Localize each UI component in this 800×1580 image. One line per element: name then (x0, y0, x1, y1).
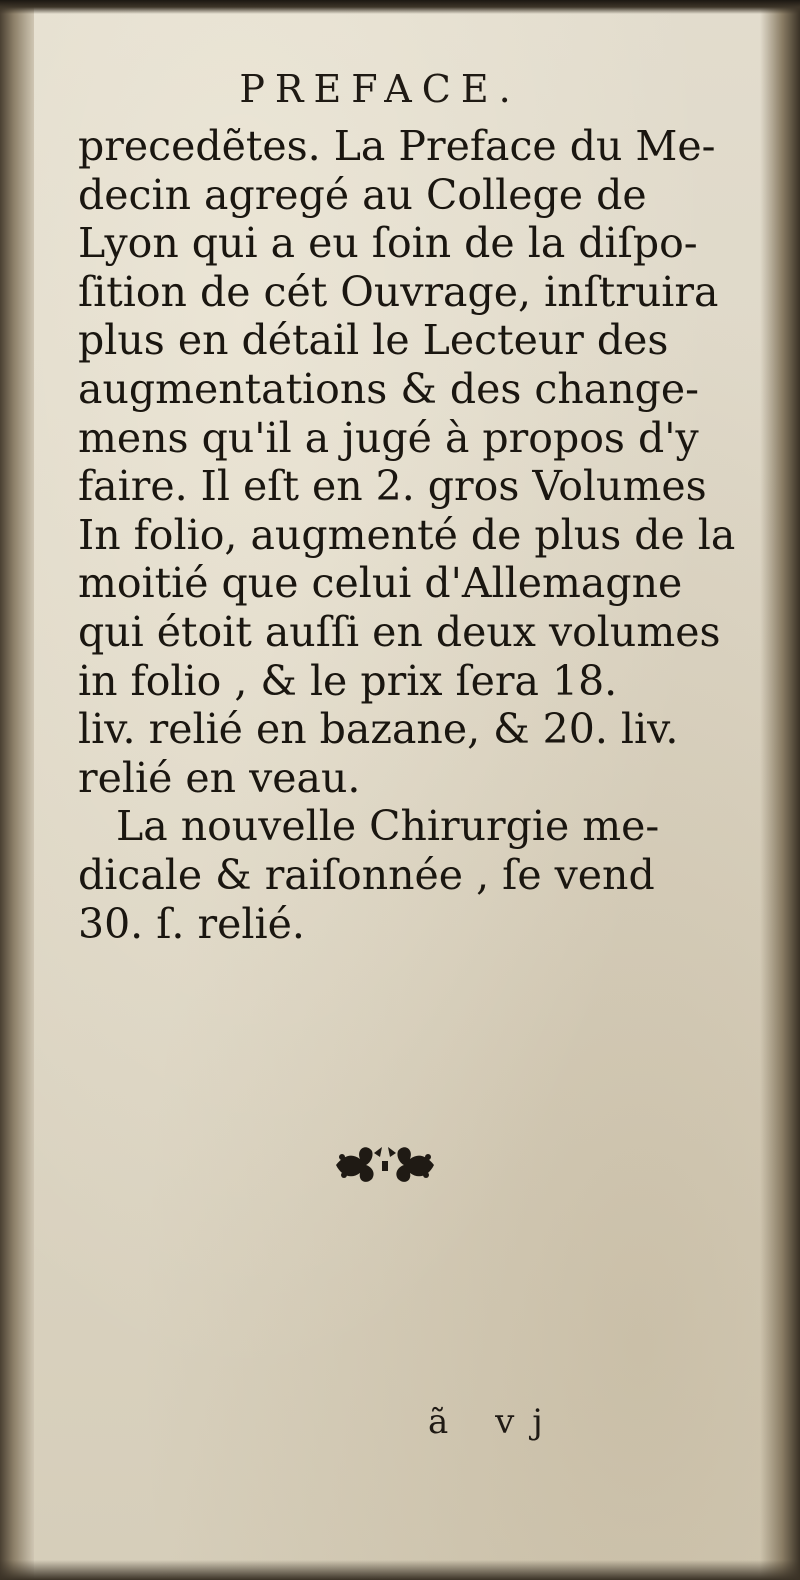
text-line: dicale & raiſonnée , ſe vend (78, 850, 655, 899)
text-line: In folio, augmenté de plus de la (78, 510, 736, 559)
page-top-edge (0, 0, 800, 14)
text-line: relié en veau. (78, 753, 361, 802)
page-bottom-edge (0, 1560, 800, 1580)
text-line: moitié que celui d'Allemagne (78, 559, 683, 608)
body-text (78, 122, 736, 948)
text-line: 30. ſ. relié. (78, 899, 305, 948)
text-line: faire. Il eſt en 2. gros Volumes (78, 462, 707, 511)
text-line: augmentations & des change- (78, 364, 700, 413)
text-line: qui étoit auſſi en deux volumes (78, 607, 721, 656)
text-line: precedẽtes. La Preface du Me- (78, 122, 716, 170)
text-line: La nouvelle Chirurgie me- (116, 802, 660, 851)
signature-mark: ã vj (428, 1402, 561, 1442)
text-line: ſition de cét Ouvrage, inſtruira (78, 267, 719, 316)
page-left-edge (0, 0, 34, 1580)
text-line: decin agregé au College de (78, 170, 647, 219)
text-line: Lyon qui a eu ſoin de la diſpo- (78, 219, 698, 268)
text-line: mens qu'il a jugé à propos d'y (78, 413, 699, 462)
page-right-edge (760, 0, 800, 1580)
running-head: PREFACE. (239, 67, 521, 111)
fleuron-ornament-icon (330, 1135, 440, 1191)
text-line: liv. relié en bazane, & 20. liv. (78, 705, 679, 754)
text-line: in folio , & le prix ſera 18. (78, 656, 618, 705)
text-line: plus en détail le Lecteur des (78, 316, 669, 365)
